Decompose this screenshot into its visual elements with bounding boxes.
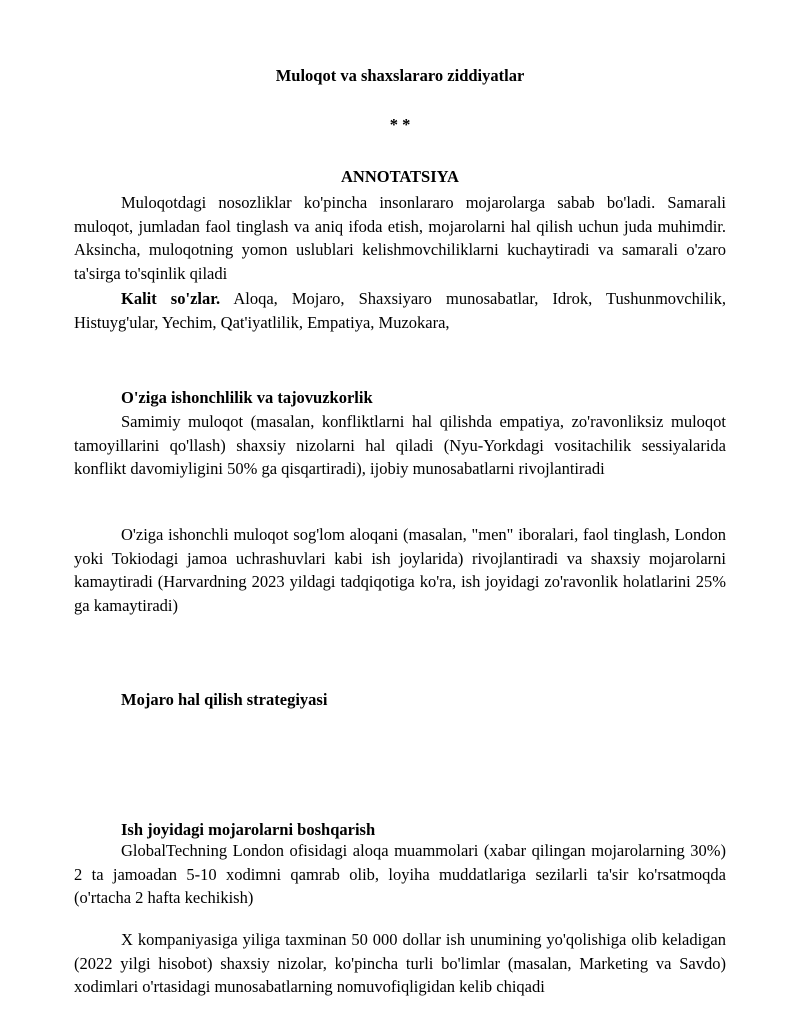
section-paragraph: Samimiy muloqot (masalan, konfliktlarni hal qilishda empatiya, zo'ravonliksiz muloqot tamoyillarini qo'llash) shaxsiy nizolarni hal qiladi (Nyu-Yorkdagi vositachilik sessiyalarida konflikt davomiyligini 50% ga qisqartiradi), ijobiy munosabatlarni rivojlantiradi [74,412,726,478]
section-paragraph: O'ziga ishonchli muloqot sog'lom aloqani (masalan, "men" iboralari, faol tinglash, London yoki Tokiodagi jamoa uchrashuvlari kabi ish joylarida) rivojlantiradi va shaxsiy mojarolarni kamaytiradi (Harvardning 2023 yildagi tadqiqotiga ko'ra, ish joyidagi zo'ravonlik holatlarini 25% ga kamaytiradi) [74,525,726,615]
keywords-paragraph [74,287,726,334]
abstract-paragraph: Muloqotdagi nosozliklar ko'pincha insonlararo mojarolarga sabab bo'ladi. Samarali muloqot, jumladan faol tinglash va aniq ifoda etish, mojarolarni hal qilish uchun juda muhimdir. Aksincha, muloqotning yomon uslublari kelishmovchiliklarni kuchaytiradi va samarali o'zaro ta'sirga to'sqinlik qiladi [74,193,726,283]
document-page [74,0,726,1035]
section-paragraph: GlobalTechning London ofisidagi aloqa muammolari (xabar qilingan mojarolarning 30%) 2 ta jamoadan 5-10 xodimni qamrab olib, loyiha muddatlariga sezilarli ta'sir ko'rsatmoqda (o'rtacha 2 hafta kechikish) [74,841,726,907]
keywords-label: Kalit so'zlar. [121,289,221,308]
document-title: Muloqot va shaxslararo ziddiyatlar [275,66,525,85]
section-heading-workplace-conflicts: Ish joyidagi mojarolarni boshqarish [121,820,376,839]
title-stars: * * [389,115,411,134]
section-heading-assertiveness: O'ziga ishonchlilik va tajovuzkorlik [121,388,373,407]
abstract-heading: ANNOTATSIYA [341,167,459,186]
keywords-list: Aloqa, Mojaro, Shaxsiyaro munosabatlar, Idrok, Tushunmovchilik, Histuyg'ular, Yechim, Qat'iyatlilik, Empatiya, Muzokara, [74,289,726,332]
section-paragraph: X kompaniyasiga yiliga taxminan 50 000 dollar ish unumining yo'qolishiga olib keladigan (2022 yilgi hisobot) shaxsiy nizolar, ko'pincha turli bo'limlar (masalan, Marketing va Savdo) xodimlari o'rtasidagi munosabatlarning nomuvofiqligidan kelib chiqadi [74,930,726,996]
section-heading-conflict-resolution: Mojaro hal qilish strategiyasi [121,690,328,709]
